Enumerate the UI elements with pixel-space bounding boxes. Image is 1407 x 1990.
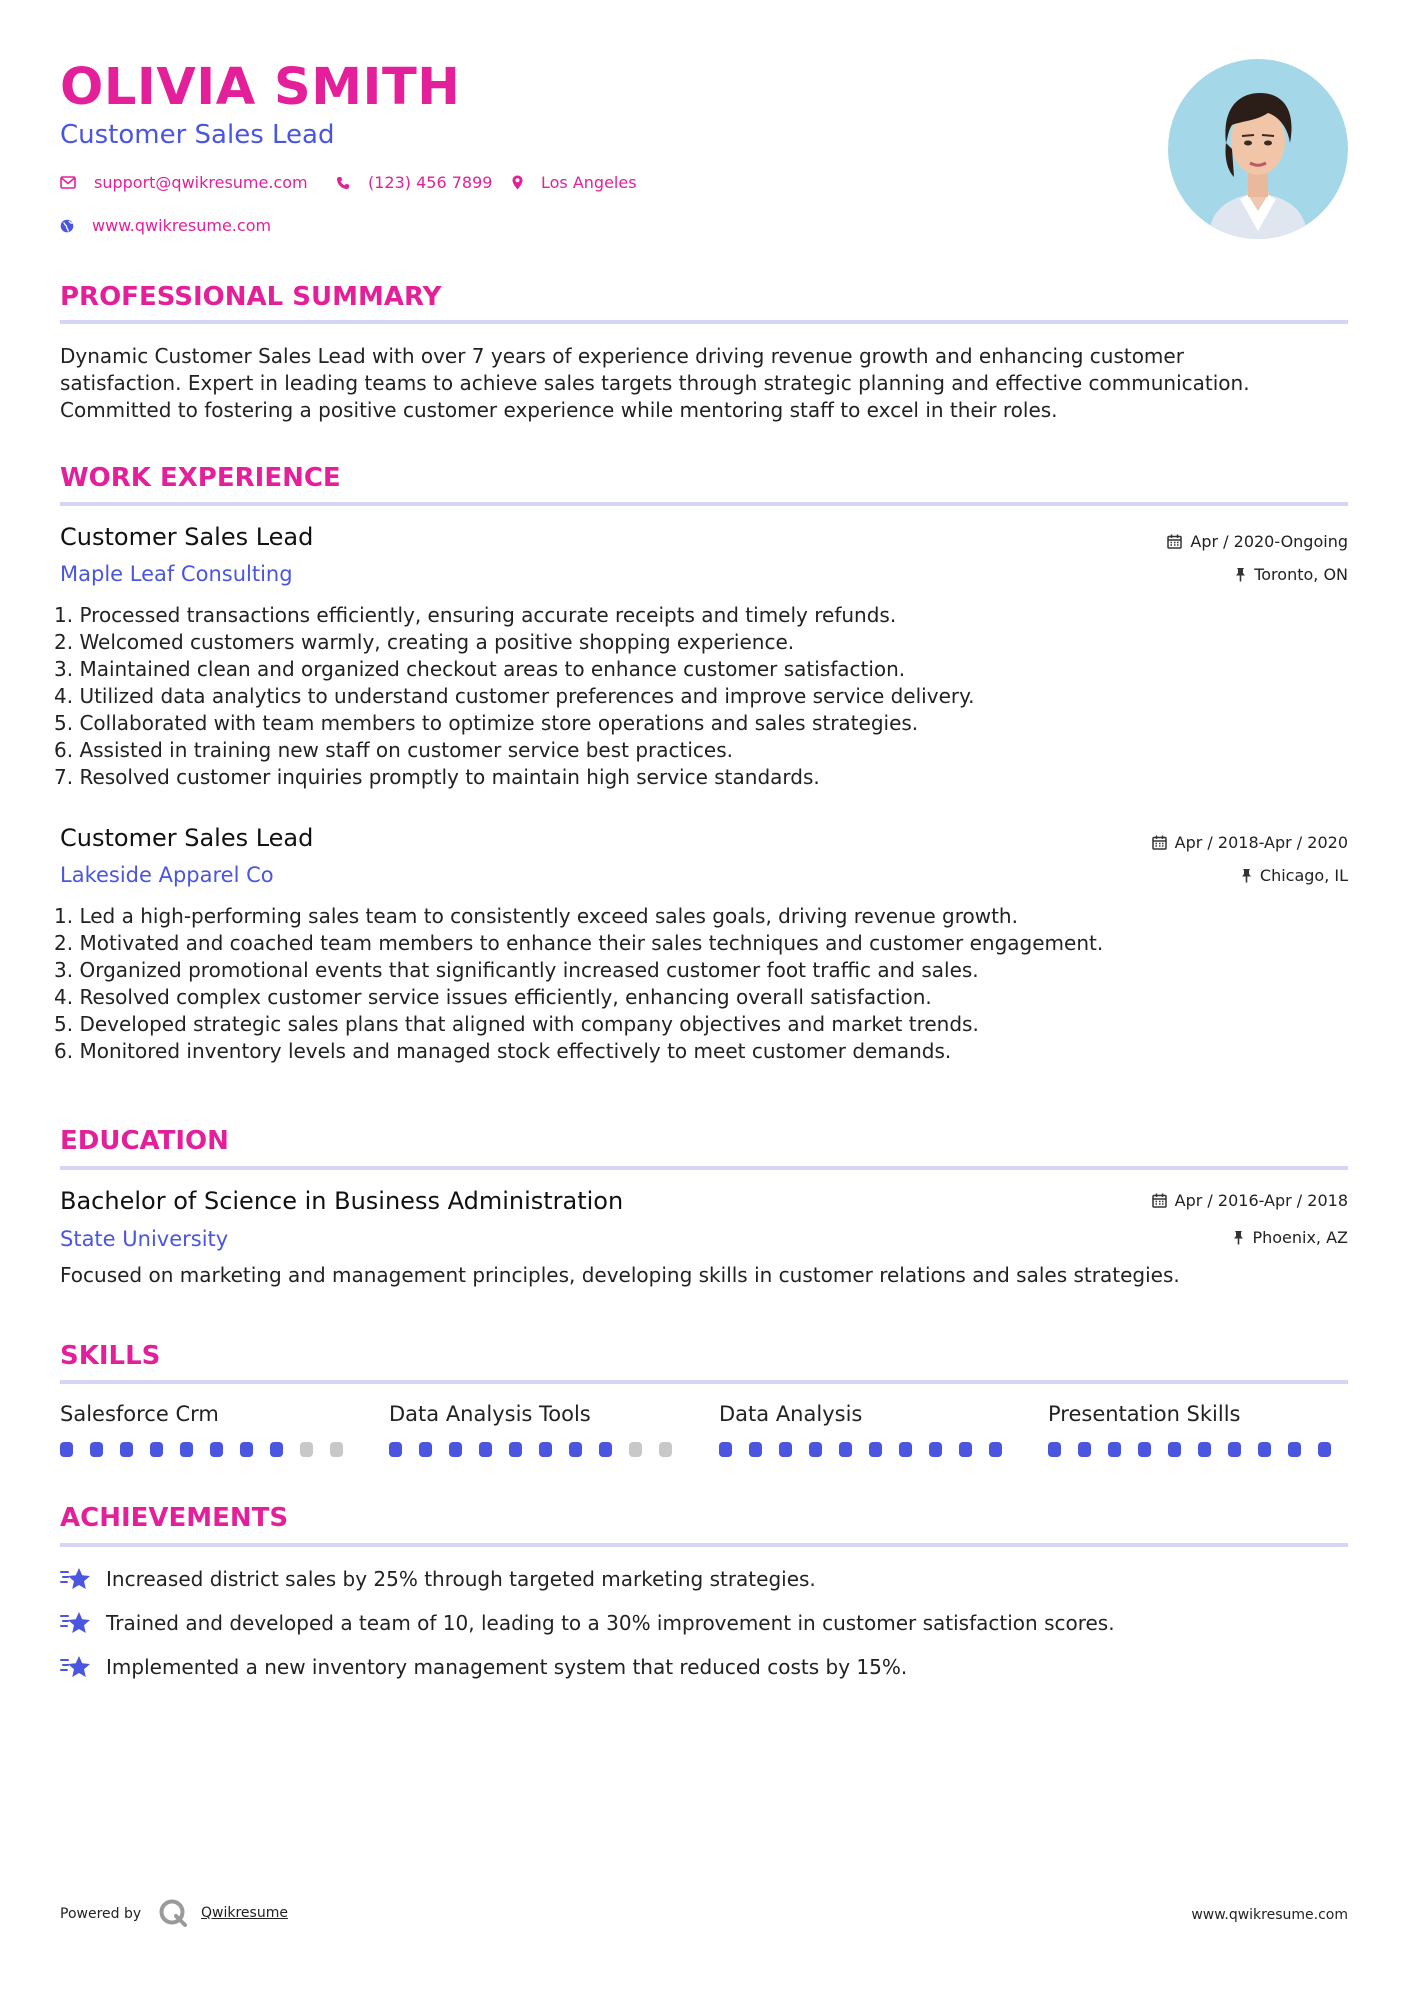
achievement-item xyxy=(60,1566,816,1592)
skill-dot-filled xyxy=(449,1442,462,1457)
education-school: State University xyxy=(60,1227,229,1251)
list-item: 4. Resolved complex customer service issues efficiently, enhancing overall satisfaction. xyxy=(54,985,932,1009)
candidate-title: Customer Sales Lead xyxy=(60,120,335,150)
skill-dot-filled xyxy=(929,1442,942,1457)
skill-level-dots xyxy=(1048,1442,1348,1457)
skill-dot-filled xyxy=(180,1442,193,1457)
skill-dot-filled xyxy=(869,1442,882,1457)
list-item: 1. Processed transactions efficiently, ensuring accurate receipts and timely refunds. xyxy=(54,603,897,627)
list-item: 6. Monitored inventory levels and managed stock effectively to meet customer demands. xyxy=(54,1039,952,1063)
achievement-item xyxy=(60,1654,907,1680)
skill-dot-filled xyxy=(1048,1442,1061,1457)
skill-dot-filled xyxy=(509,1442,522,1457)
skill-item xyxy=(389,1402,689,1457)
skill-dot-filled xyxy=(1138,1442,1151,1457)
job-location-text: Chicago, IL xyxy=(1259,866,1348,885)
calendar-icon xyxy=(1167,534,1182,549)
list-item: 1. Led a high-performing sales team to consistently exceed sales goals, driving revenue growth. xyxy=(54,904,1018,928)
skill-dot-filled xyxy=(419,1442,432,1457)
education-location-text: Phoenix, AZ xyxy=(1252,1228,1348,1247)
footer-url-link[interactable]: www.qwikresume.com xyxy=(1191,1907,1348,1923)
list-item: 3. Maintained clean and organized checkout areas to enhance customer satisfaction. xyxy=(54,657,906,681)
skill-dot-empty xyxy=(300,1442,313,1457)
job-location-text: Toronto, ON xyxy=(1254,565,1348,584)
section-divider xyxy=(60,502,1348,506)
skill-dot-filled xyxy=(569,1442,582,1457)
job-dates xyxy=(1152,833,1348,852)
skill-dot-filled xyxy=(210,1442,223,1457)
education-location xyxy=(1233,1228,1348,1247)
website-contact[interactable] xyxy=(60,216,271,235)
phone-text: (123) 456 7899 xyxy=(368,173,493,192)
job-dates-text: Apr / 2020-Ongoing xyxy=(1190,532,1348,551)
job-location xyxy=(1235,565,1348,584)
job-role: Customer Sales Lead xyxy=(60,824,314,852)
summary-line: satisfaction. Expert in leading teams to achieve sales targets through strategic planning and effective communication. xyxy=(60,371,1250,395)
job-location xyxy=(1241,866,1348,885)
skill-name: Data Analysis xyxy=(719,1402,863,1426)
pushpin-icon xyxy=(1233,1230,1244,1245)
website-text: www.qwikresume.com xyxy=(92,216,272,235)
section-divider xyxy=(60,1166,1348,1170)
list-item: 2. Welcomed customers warmly, creating a positive shopping experience. xyxy=(54,630,795,654)
skill-dot-empty xyxy=(629,1442,642,1457)
list-item: 2. Motivated and coached team members to enhance their sales techniques and customer engagement. xyxy=(54,931,1104,955)
summary-line: Dynamic Customer Sales Lead with over 7 years of experience driving revenue growth and enhancing customer xyxy=(60,344,1184,368)
education-degree: Bachelor of Science in Business Administration xyxy=(60,1187,624,1215)
email-text: support@qwikresume.com xyxy=(94,173,308,192)
skill-dot-filled xyxy=(719,1442,732,1457)
skill-dot-filled xyxy=(1318,1442,1331,1457)
star-icon xyxy=(60,1654,92,1680)
skill-item xyxy=(60,1402,360,1457)
skill-dot-filled xyxy=(839,1442,852,1457)
experience-heading: WORK EXPERIENCE xyxy=(60,463,341,493)
list-item: 5. Developed strategic sales plans that aligned with company objectives and market trends. xyxy=(54,1012,979,1036)
job-company: Maple Leaf Consulting xyxy=(60,562,293,586)
skill-dot-filled xyxy=(779,1442,792,1457)
job-bullets xyxy=(54,602,1344,791)
skill-dot-filled xyxy=(1078,1442,1091,1457)
list-item: 7. Resolved customer inquiries promptly to maintain high service standards. xyxy=(54,765,820,789)
achievement-item xyxy=(60,1610,1115,1636)
globe-icon xyxy=(60,219,74,233)
skill-dot-filled xyxy=(1228,1442,1241,1457)
calendar-icon xyxy=(1152,835,1167,850)
job-dates xyxy=(1167,532,1348,551)
skill-dot-filled xyxy=(1198,1442,1211,1457)
envelope-icon xyxy=(60,176,76,189)
skill-dot-filled xyxy=(1108,1442,1121,1457)
education-dates xyxy=(1152,1191,1348,1210)
location-text: Los Angeles xyxy=(541,173,637,192)
skills-heading: SKILLS xyxy=(60,1341,161,1371)
skill-level-dots xyxy=(719,1442,1019,1457)
job-role: Customer Sales Lead xyxy=(60,523,314,551)
footer-brand-link[interactable]: Qwikresume xyxy=(201,1905,288,1921)
summary-heading: PROFESSIONAL SUMMARY xyxy=(60,282,442,312)
skill-dot-filled xyxy=(479,1442,492,1457)
skill-dot-filled xyxy=(539,1442,552,1457)
qwikresume-logo-icon[interactable] xyxy=(158,1898,188,1932)
skill-dot-filled xyxy=(120,1442,133,1457)
achievement-text: Trained and developed a team of 10, leading to a 30% improvement in customer satisfaction scores. xyxy=(106,1611,1115,1635)
location-contact xyxy=(512,173,637,192)
skill-item xyxy=(1048,1402,1348,1457)
education-heading: EDUCATION xyxy=(60,1126,229,1156)
phone-contact[interactable] xyxy=(336,173,492,192)
skill-item xyxy=(719,1402,1019,1457)
skill-dot-filled xyxy=(1258,1442,1271,1457)
list-item: 3. Organized promotional events that significantly increased customer foot traffic and sales. xyxy=(54,958,979,982)
skill-dot-filled xyxy=(749,1442,762,1457)
job-dates-text: Apr / 2018-Apr / 2020 xyxy=(1174,833,1348,852)
skill-dot-filled xyxy=(1168,1442,1181,1457)
pushpin-icon xyxy=(1241,868,1252,883)
section-divider xyxy=(60,320,1348,324)
skill-dot-filled xyxy=(989,1442,1002,1457)
pushpin-icon xyxy=(1235,567,1246,582)
star-icon xyxy=(60,1566,92,1592)
skill-dot-filled xyxy=(899,1442,912,1457)
skill-dot-filled xyxy=(150,1442,163,1457)
skill-name: Data Analysis Tools xyxy=(389,1402,591,1426)
skill-dot-filled xyxy=(270,1442,283,1457)
summary-line: Committed to fostering a positive customer experience while mentoring staff to excel in their roles. xyxy=(60,398,1058,422)
section-divider xyxy=(60,1380,1348,1384)
skill-dot-filled xyxy=(389,1442,402,1457)
achievement-text: Increased district sales by 25% through targeted marketing strategies. xyxy=(106,1567,816,1591)
skill-dot-filled xyxy=(1288,1442,1301,1457)
map-pin-icon xyxy=(512,175,523,190)
section-divider xyxy=(60,1543,1348,1547)
skill-level-dots xyxy=(389,1442,689,1457)
list-item: 4. Utilized data analytics to understand customer preferences and improve service delivery. xyxy=(54,684,975,708)
candidate-name: OLIVIA SMITH xyxy=(60,58,461,117)
email-contact[interactable] xyxy=(60,173,308,192)
skill-dot-filled xyxy=(599,1442,612,1457)
job-bullets xyxy=(54,903,1344,1065)
profile-photo xyxy=(1168,59,1348,239)
achievement-text: Implemented a new inventory management system that reduced costs by 15%. xyxy=(106,1655,908,1679)
skill-name: Presentation Skills xyxy=(1048,1402,1241,1426)
achievements-heading: ACHIEVEMENTS xyxy=(60,1503,289,1533)
skill-dot-filled xyxy=(959,1442,972,1457)
skill-dot-empty xyxy=(330,1442,343,1457)
skill-dot-filled xyxy=(240,1442,253,1457)
skill-name: Salesforce Crm xyxy=(60,1402,219,1426)
skill-level-dots xyxy=(60,1442,360,1457)
calendar-icon xyxy=(1152,1193,1167,1208)
phone-icon xyxy=(336,176,350,190)
education-dates-text: Apr / 2016-Apr / 2018 xyxy=(1174,1191,1348,1210)
list-item: 6. Assisted in training new staff on customer service best practices. xyxy=(54,738,733,762)
education-description: Focused on marketing and management principles, developing skills in customer relations and sales strategies. xyxy=(60,1263,1180,1287)
star-icon xyxy=(60,1610,92,1636)
skill-dot-filled xyxy=(809,1442,822,1457)
skill-dot-empty xyxy=(659,1442,672,1457)
skill-dot-filled xyxy=(90,1442,103,1457)
summary-text xyxy=(60,343,1348,424)
skill-dot-filled xyxy=(60,1442,73,1457)
list-item: 5. Collaborated with team members to optimize store operations and sales strategies. xyxy=(54,711,919,735)
footer-powered-by: Powered by xyxy=(60,1906,142,1922)
job-company: Lakeside Apparel Co xyxy=(60,863,274,887)
